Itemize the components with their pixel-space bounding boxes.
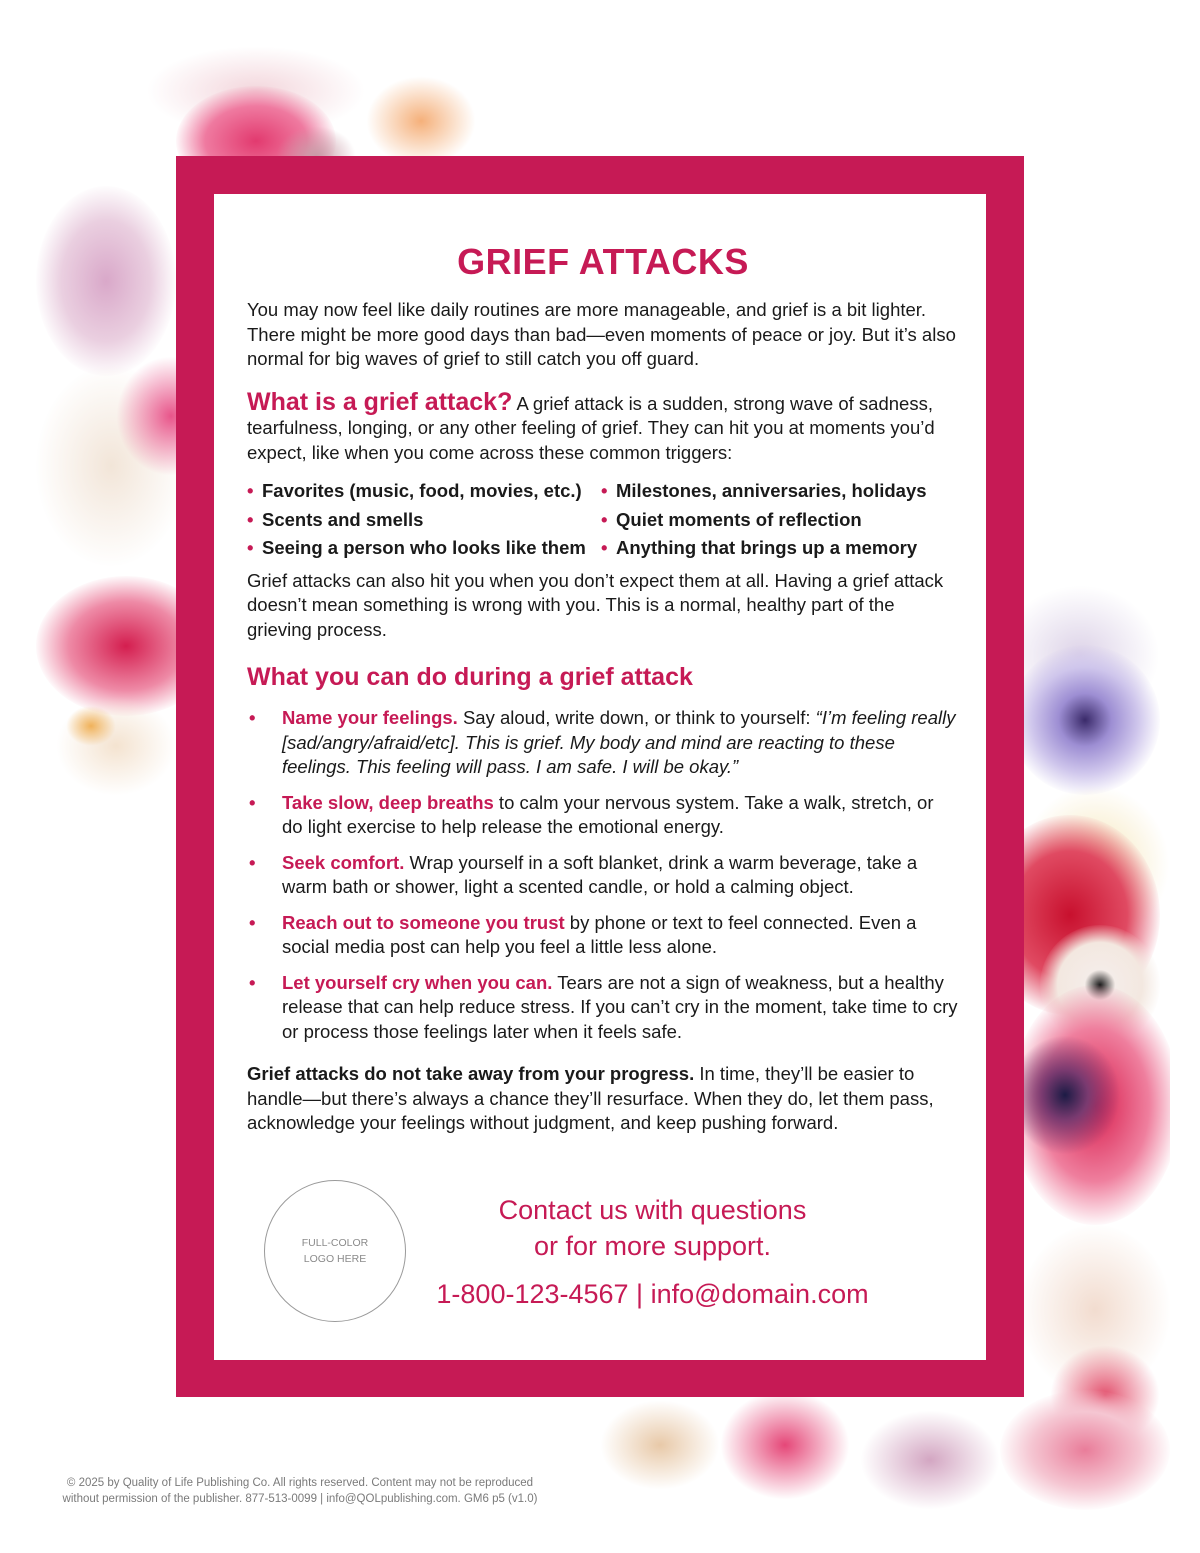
- action-text: to calm your nervous system. Take a walk, stretch, or do light exercise to help release the emotional energy.: [282, 791, 934, 837]
- trigger-item: • Anything that brings up a memory: [601, 536, 959, 561]
- trigger-item: • Milestones, anniversaries, holidays: [601, 479, 959, 504]
- action-quote: “I’m feeling really [sad/angry/afraid/etc]. This is grief. My body and mind are reacting to these feelings. This feeling will pass. I am safe. I will be okay.”: [282, 707, 956, 777]
- action-text: Tears are not a sign of weakness, but a healthy release that can help reduce stress. If you can’t cry in the moment, take time to cry or process those feelings later when it feels safe.: [282, 971, 958, 1042]
- intro-paragraph: You may now feel like daily routines are more manageable, and grief is a bit lighter. There might be more good days than bad—even moments of peace or joy. But it’s also normal for big waves of grief to still catch you off guard.: [247, 299, 956, 369]
- floral-decoration-bottom: [600, 1390, 1180, 1515]
- contact-line-2: or for more support.: [533, 1231, 772, 1261]
- what-is-heading: What is a grief attack?: [247, 387, 513, 416]
- closing-bold: Grief attacks do not take away from your progress.: [247, 1063, 695, 1084]
- contact-info[interactable]: 1-800-123-4567 | info@domain.com: [436, 1279, 869, 1309]
- copyright-footer: [40, 1475, 560, 1507]
- actions-list: [247, 706, 959, 1044]
- logo-placeholder: [264, 1180, 406, 1322]
- action-item-cry: [247, 971, 959, 1045]
- action-item-breathe: [247, 791, 959, 840]
- action-item-name-feelings: [247, 706, 959, 780]
- footer-line-1: © 2025 by Quality of Life Publishing Co. All rights reserved. Content may not be reproduced: [66, 1477, 534, 1489]
- page-title: GRIEF ATTACKS: [457, 241, 749, 282]
- triggers-list: [247, 479, 959, 561]
- what-is-text: A grief attack is a sudden, strong wave of sadness, tearfulness, longing, or any other feeling of grief. They can hit you at moments you’d expect, like when you come across these common triggers:: [247, 392, 935, 463]
- action-text: Say aloud, write down, or think to yourself:: [457, 707, 816, 728]
- footer-line-2: without permission of the publisher. 877-513-0099 | info@QOLpublishing.com. GM6 p5 (v1.0): [62, 1493, 538, 1505]
- trigger-item: • Seeing a person who looks like them: [247, 536, 601, 561]
- action-item-comfort: [247, 851, 959, 900]
- contact-block: [420, 1192, 885, 1312]
- unexpected-paragraph: Grief attacks can also hit you when you don’t expect them at all. Having a grief attack doesn’t mean something is wrong with you. This is a normal, healthy part of the grieving process.: [247, 569, 944, 640]
- action-lead: Name your feelings.: [282, 707, 458, 728]
- action-lead: Seek comfort.: [282, 851, 405, 873]
- what-to-do-heading: What you can do during a grief attack: [247, 663, 693, 691]
- logo-placeholder-text: FULL-COLOR LOGO HERE: [301, 1237, 369, 1265]
- contact-line-1: Contact us with questions: [498, 1195, 807, 1225]
- action-text: by phone or text to feel connected. Even a social media post can help you feel a little less alone.: [282, 911, 917, 957]
- trigger-item: • Scents and smells: [247, 508, 601, 533]
- action-lead: Take slow, deep breaths: [282, 791, 494, 813]
- action-lead: Reach out to someone you trust: [282, 911, 565, 933]
- action-text: Wrap yourself in a soft blanket, drink a warm beverage, take a warm bath or shower, light a scented candle, or hold a calming object.: [282, 851, 918, 897]
- trigger-item: • Favorites (music, food, movies, etc.): [247, 479, 601, 504]
- what-is-paragraph: [247, 387, 959, 466]
- trigger-item: • Quiet moments of reflection: [601, 508, 959, 533]
- action-lead: Let yourself cry when you can.: [282, 971, 553, 993]
- action-item-reach-out: [247, 911, 959, 960]
- closing-paragraph: [247, 1062, 959, 1136]
- main-content: [247, 240, 959, 1150]
- closing-text: In time, they’ll be easier to handle—but there’s always a chance they’ll resurface. When they do, let them pass, acknowledge your feelings without judgment, and keep pushing forward.: [247, 1063, 934, 1133]
